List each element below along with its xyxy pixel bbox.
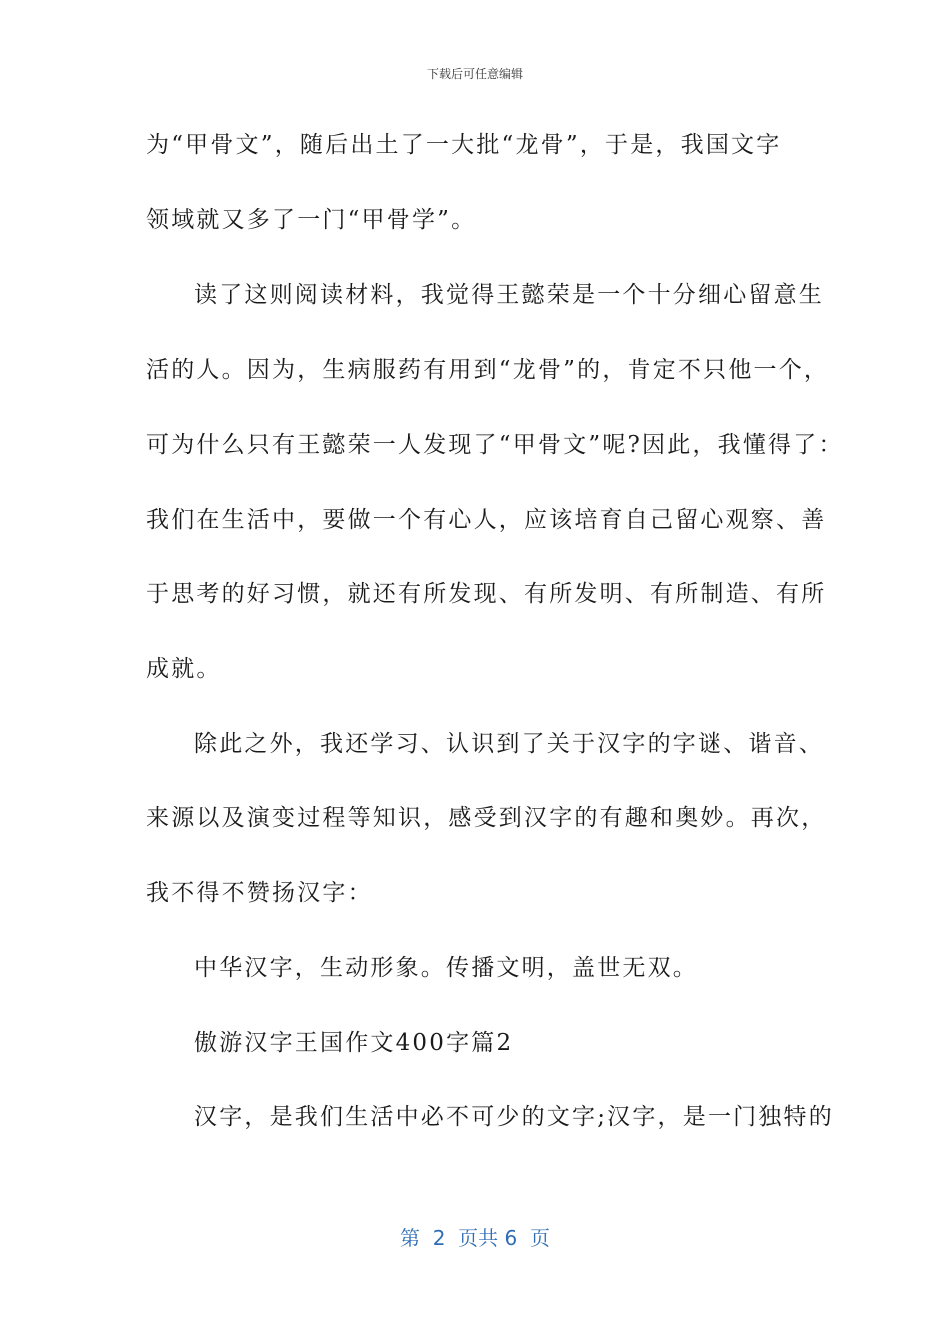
paragraph-line: 于思考的好习惯，就还有所发现、有所发明、有所制造、有所	[146, 581, 827, 607]
paragraph-line: 读了这则阅读材料，我觉得王懿荣是一个十分细心留意生	[194, 282, 824, 308]
paragraph-line: 来源以及演变过程等知识，感受到汉字的有趣和奥妙。再次，	[146, 805, 827, 831]
paragraph-line: 我不得不赞扬汉字：	[146, 880, 373, 906]
paragraph-line: 成就。	[146, 656, 222, 682]
paragraph-line: 活的人。因为，生病服药有用到“龙骨”的，肯定不只他一个，	[146, 357, 830, 383]
paragraph-line: 汉字，是我们生活中必不可少的文字;汉字，是一门独特的	[194, 1104, 834, 1130]
section-heading: 傲游汉字王国作文400字篇2	[194, 1030, 514, 1056]
paragraph-line: 中华汉字，生动形象。传播文明，盖世无双。	[194, 955, 698, 981]
paragraph-line: 可为什么只有王懿荣一人发现了“甲骨文”呢?因此，我懂得了：	[146, 432, 844, 458]
paragraph-line: 除此之外，我还学习、认识到了关于汉字的字谜、谐音、	[194, 731, 824, 757]
paragraph-line: 领域就又多了一门“甲骨学”。	[146, 207, 477, 233]
paragraph-line: 为“甲骨文”，随后出土了一大批“龙骨”，于是，我国文字	[146, 132, 782, 158]
paragraph-line: 我们在生活中，要做一个有心人，应该培育自己留心观察、善	[146, 507, 827, 533]
page-number-footer: 第 2 页共 6 页	[400, 1226, 550, 1250]
page-header: 下载后可任意编辑	[426, 67, 523, 81]
